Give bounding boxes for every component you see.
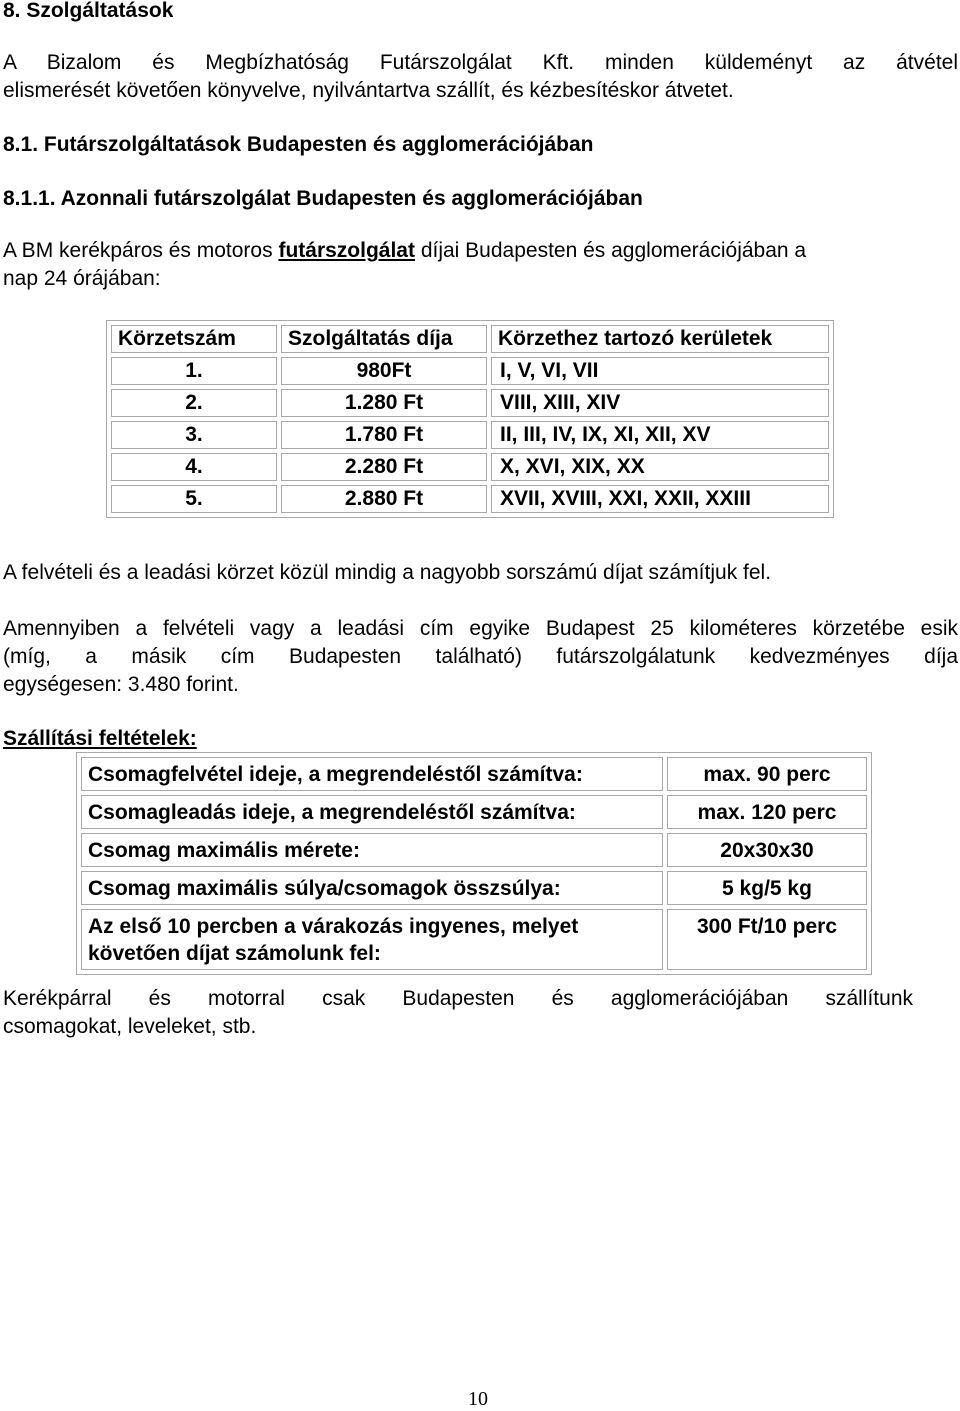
condition-label: Csomagleadás ideje, a megrendeléstől számítva: bbox=[81, 795, 663, 829]
zone-districts: I, V, VI, VII bbox=[491, 357, 829, 385]
section-heading: 8. Szolgáltatások bbox=[3, 0, 174, 22]
zone-districts: VIII, XIII, XIV bbox=[491, 389, 829, 417]
zone-fee: 980Ft bbox=[281, 357, 487, 385]
condition-label: Csomag maximális mérete: bbox=[81, 833, 663, 867]
table-row bbox=[81, 871, 867, 905]
courier-service-link[interactable]: futárszolgálat bbox=[278, 239, 415, 262]
zone-number: 3. bbox=[111, 421, 277, 449]
zone-table-header-row bbox=[111, 325, 829, 353]
intro-line-2: elismerését követően könyvelve, nyilvántartva szállít, és kézbesítéskor átvetet. bbox=[3, 79, 734, 102]
zone-districts: II, III, IV, IX, XI, XII, XV bbox=[491, 421, 829, 449]
zone-fee: 2.280 Ft bbox=[281, 453, 487, 481]
delivery-conditions-table bbox=[76, 752, 872, 975]
table-row bbox=[111, 421, 829, 449]
closing-line-2: csomagokat, leveleket, stb. bbox=[3, 1015, 257, 1038]
fee-paragraph-start: A BM kerékpáros és motoros bbox=[3, 239, 279, 262]
zone-number: 4. bbox=[111, 453, 277, 481]
condition-value: max. 90 perc bbox=[667, 757, 867, 791]
header-districts: Körzethez tartozó kerületek bbox=[491, 325, 829, 353]
zone-fee: 1.780 Ft bbox=[281, 421, 487, 449]
conditions-heading: Szállítási feltételek: bbox=[3, 727, 197, 750]
zone-fee: 2.880 Ft bbox=[281, 485, 487, 513]
zone-districts: XVII, XVIII, XXI, XXII, XXIII bbox=[491, 485, 829, 513]
fee-paragraph-end: díjai Budapesten és agglomerációjában a bbox=[414, 239, 807, 262]
table-row bbox=[111, 389, 829, 417]
intro-line-1: A Bizalom és Megbízhatóság Futárszolgálat Kft. minden küldeményt az átvétel bbox=[3, 51, 958, 74]
zone-number: 2. bbox=[111, 389, 277, 417]
condition-label: Csomagfelvétel ideje, a megrendeléstől számítva: bbox=[81, 757, 663, 791]
subsection-heading: 8.1. Futárszolgáltatások Budapesten és agglomerációjában bbox=[3, 133, 594, 156]
discount-line-1: Amennyiben a felvételi vagy a leadási cím egyike Budapest 25 kilométeres körzetébe esik bbox=[3, 617, 958, 640]
table-row bbox=[81, 757, 867, 791]
closing-line-1: Kerékpárral és motorral csak Budapesten és agglomerációjában szállítunk bbox=[3, 987, 913, 1010]
zone-fee: 1.280 Ft bbox=[281, 389, 487, 417]
zone-fee-table bbox=[106, 320, 834, 518]
condition-value: 20x30x30 bbox=[667, 833, 867, 867]
condition-value: 5 kg/5 kg bbox=[667, 871, 867, 905]
zone-number: 5. bbox=[111, 485, 277, 513]
condition-value: max. 120 perc bbox=[667, 795, 867, 829]
fee-paragraph-line-2: nap 24 órájában: bbox=[3, 267, 161, 290]
discount-line-3: egységesen: 3.480 forint. bbox=[3, 673, 239, 696]
page-number: 10 bbox=[468, 1388, 488, 1410]
condition-label-line-1: Az első 10 percben a várakozás ingyenes, melyet bbox=[88, 915, 579, 938]
table-row bbox=[111, 453, 829, 481]
subsubsection-heading: 8.1.1. Azonnali futárszolgálat Budapesten és agglomerációjában bbox=[3, 187, 643, 210]
table-row bbox=[81, 795, 867, 829]
discount-line-2: (míg, a másik cím Budapesten található) futárszolgálatunk kedvezményes díja bbox=[3, 645, 958, 668]
condition-label bbox=[81, 909, 663, 970]
zone-districts: X, XVI, XIX, XX bbox=[491, 453, 829, 481]
table-row bbox=[111, 357, 829, 385]
rule-note: A felvételi és a leadási körzet közül mindig a nagyobb sorszámú díjat számítjuk fel. bbox=[3, 561, 772, 584]
table-row bbox=[81, 833, 867, 867]
header-service-fee: Szolgáltatás díja bbox=[281, 325, 487, 353]
condition-label-line-2: követően díjat számolunk fel: bbox=[88, 942, 381, 965]
table-row bbox=[111, 485, 829, 513]
header-zone-number: Körzetszám bbox=[111, 325, 277, 353]
zone-number: 1. bbox=[111, 357, 277, 385]
condition-value: 300 Ft/10 perc bbox=[667, 909, 867, 970]
condition-label: Csomag maximális súlya/csomagok összsúlya: bbox=[81, 871, 663, 905]
fee-paragraph-line-1 bbox=[3, 237, 806, 265]
table-row bbox=[81, 909, 867, 970]
